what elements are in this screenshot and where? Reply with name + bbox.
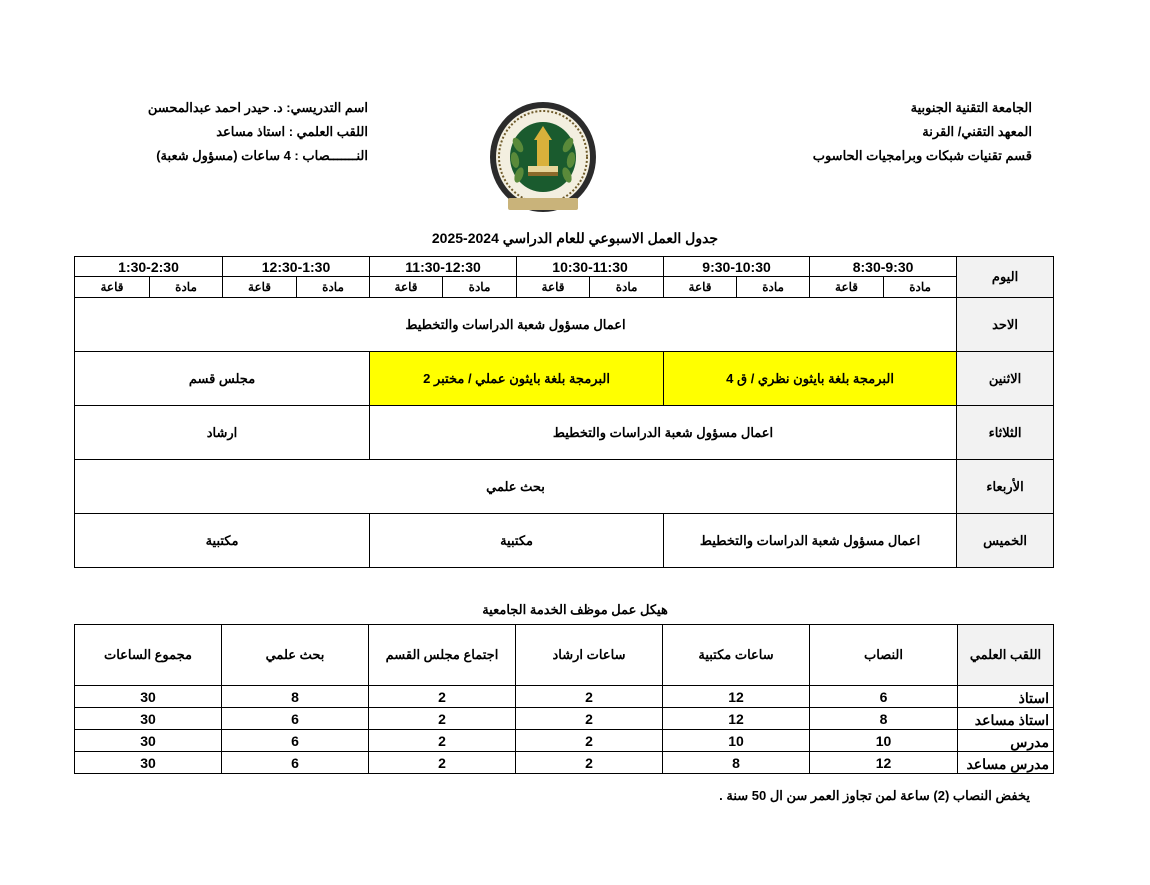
table-cell: 2 [369, 686, 516, 708]
university-seal-logo [488, 100, 598, 220]
table-cell: 30 [75, 752, 222, 774]
day-thursday: الخميس [957, 514, 1054, 568]
period-5: 12:30-1:30 [223, 257, 370, 277]
row-wednesday [75, 460, 1054, 514]
header-guidance-hours: ساعات ارشاد [516, 625, 663, 686]
table-cell: 6 [222, 708, 369, 730]
table-cell: 2 [369, 752, 516, 774]
monday-python-practical: البرمجة بلغة بايثون عملي / مختبر 2 [370, 352, 664, 406]
thursday-office-hours: مكتبية [370, 514, 664, 568]
teacher-rank: اللقب العلمي : استاذ مساعد [216, 124, 368, 139]
period-3: 10:30-11:30 [517, 257, 664, 277]
work-structure-table [74, 624, 1054, 774]
room-label: قاعة [810, 277, 884, 298]
table-cell: 2 [516, 730, 663, 752]
table-cell: 8 [222, 686, 369, 708]
table-row [75, 730, 1054, 752]
period-6: 1:30-2:30 [75, 257, 223, 277]
table-cell: 30 [75, 686, 222, 708]
day-sunday: الاحد [957, 298, 1054, 352]
room-label: قاعة [664, 277, 737, 298]
table-cell: 30 [75, 730, 222, 752]
row-sunday [75, 298, 1054, 352]
subject-label: مادة [884, 277, 957, 298]
thursday-studies: اعمال مسؤول شعبة الدراسات والتخطيط [664, 514, 957, 568]
table-row [75, 752, 1054, 774]
period-1: 8:30-9:30 [810, 257, 957, 277]
structure-title: هيكل عمل موظف الخدمة الجامعية [482, 602, 668, 617]
table-cell: 2 [516, 686, 663, 708]
day-header: اليوم [957, 257, 1054, 298]
structure-header-row [75, 625, 1054, 686]
table-cell: 30 [75, 708, 222, 730]
table-cell: 2 [369, 730, 516, 752]
teacher-load: النـــــــصاب : 4 ساعات (مسؤول شعبة) [156, 148, 368, 163]
table-cell: 2 [516, 752, 663, 774]
subject-label: مادة [590, 277, 664, 298]
teacher-name: اسم التدريسي: د. حيدر احمد عبدالمحسن [147, 100, 368, 115]
room-label: قاعة [370, 277, 443, 298]
table-row [75, 708, 1054, 730]
footnote: يخفض النصاب (2) ساعة لمن تجاوز العمر سن ال 50 سنة . [719, 788, 1030, 803]
table-cell: 6 [222, 730, 369, 752]
table-cell: 12 [810, 752, 958, 774]
thursday-office-hours: مكتبية [75, 514, 370, 568]
university-name: الجامعة التقنية الجنوبية [910, 100, 1032, 115]
department-name: قسم تقنيات شبكات وبرامجيات الحاسوب [812, 148, 1032, 163]
day-monday: الاثنين [957, 352, 1054, 406]
table-cell: 12 [663, 686, 810, 708]
subject-label: مادة [297, 277, 370, 298]
monday-department-council: مجلس قسم [75, 352, 370, 406]
period-2: 9:30-10:30 [664, 257, 810, 277]
wednesday-research: بحث علمي [75, 460, 957, 514]
table-row [75, 686, 1054, 708]
rank-cell: استاذ [958, 686, 1054, 708]
institution-header [702, 96, 1032, 168]
table-cell: 8 [810, 708, 958, 730]
day-wednesday: الأربعاء [957, 460, 1054, 514]
room-label: قاعة [517, 277, 590, 298]
table-cell: 6 [810, 686, 958, 708]
table-cell: 2 [516, 708, 663, 730]
day-tuesday: الثلاثاء [957, 406, 1054, 460]
sunday-activity: اعمال مسؤول شعبة الدراسات والتخطيط [75, 298, 957, 352]
table-cell: 12 [663, 708, 810, 730]
rank-cell: استاذ مساعد [958, 708, 1054, 730]
header-total-hours: مجموع الساعات [75, 625, 222, 686]
table-cell: 2 [369, 708, 516, 730]
table-cell: 8 [663, 752, 810, 774]
teacher-header [118, 96, 368, 168]
header-council-meeting: اجتماع مجلس القسم [369, 625, 516, 686]
subject-label: مادة [150, 277, 223, 298]
table-cell: 10 [810, 730, 958, 752]
row-monday [75, 352, 1054, 406]
header-research: بحث علمي [222, 625, 369, 686]
header-load: النصاب [810, 625, 958, 686]
row-thursday [75, 514, 1054, 568]
rank-cell: مدرس [958, 730, 1054, 752]
row-tuesday [75, 406, 1054, 460]
header-office-hours: ساعات مكتبية [663, 625, 810, 686]
weekly-schedule-table [74, 256, 1054, 568]
monday-python-theory: البرمجة بلغة بايثون نظري / ق 4 [664, 352, 957, 406]
table-cell: 6 [222, 752, 369, 774]
period-4: 11:30-12:30 [370, 257, 517, 277]
header-rank: اللقب العلمي [958, 625, 1054, 686]
room-label: قاعة [223, 277, 297, 298]
institute-name: المعهد التقني/ القرنة [922, 124, 1032, 139]
table-cell: 10 [663, 730, 810, 752]
rank-cell: مدرس مساعد [958, 752, 1054, 774]
room-label: قاعة [75, 277, 150, 298]
schedule-title: جدول العمل الاسبوعي للعام الدراسي 2024-2025 [431, 230, 719, 246]
subject-label: مادة [737, 277, 810, 298]
tuesday-guidance: ارشاد [75, 406, 370, 460]
tuesday-studies: اعمال مسؤول شعبة الدراسات والتخطيط [370, 406, 957, 460]
subject-label: مادة [443, 277, 517, 298]
